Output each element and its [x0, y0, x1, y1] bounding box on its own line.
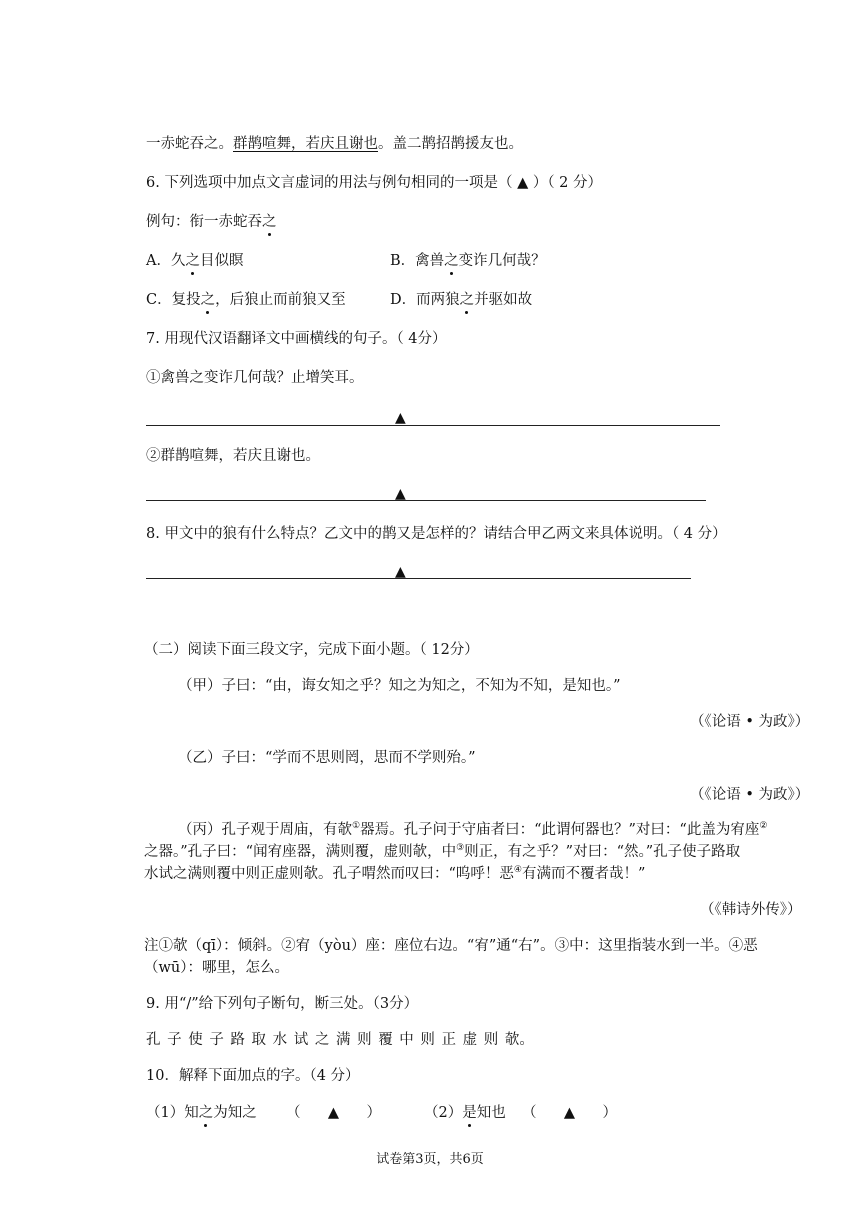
option-label: C．复投 — [146, 292, 201, 308]
paren: ） — [366, 1105, 381, 1121]
question-9-sentence: 孔 子 使 子 路 取 水 试 之 满 则 覆 中 则 正 虚 则 欹。 — [146, 1032, 534, 1048]
page-footer: 试卷第3页，共6页 — [376, 1152, 484, 1167]
footnote-mark: ② — [759, 821, 768, 832]
option-label: D．而两狼 — [390, 292, 460, 308]
item-text: 为知之 — [213, 1105, 257, 1121]
dotted-char: 之 — [444, 253, 459, 269]
dotted-char: 之 — [459, 292, 475, 308]
item-label: （1）知 — [146, 1105, 199, 1121]
footnote-mark: ④ — [513, 865, 522, 876]
answer-line[interactable] — [146, 425, 720, 426]
question-9: 9. 用“/”给下列句子断句，断三处。（3分） — [146, 996, 419, 1012]
option-text: 目似瞑 — [199, 253, 244, 269]
answer-blank-2[interactable] — [522, 1103, 617, 1123]
source-citation: （《论语 • 为政》） — [690, 714, 810, 730]
option-b — [390, 251, 546, 271]
section-2-heading: （二）阅读下面三段文字，完成下面小题。（ 12分） — [144, 642, 479, 658]
passage-text: 水试之满则覆中则正虚则欹。孔子喟然而叹曰：“呜呼！恶 — [144, 866, 514, 882]
passage-jia: （甲）子曰：“由，诲女知之乎？知之为知之，不知为不知，是知也。” — [178, 678, 621, 694]
answer-triangle: ▲ — [395, 410, 406, 426]
underlined-sentence: 群鹊喧舞，若庆且谢也 — [233, 136, 378, 152]
answer-line[interactable] — [146, 578, 691, 579]
passage-text: 一赤蛇吞之。 — [146, 136, 233, 152]
answer-triangle: ▲ — [563, 1105, 576, 1121]
paren: （ — [286, 1105, 301, 1121]
passage-bing-line-2 — [144, 842, 740, 862]
passage-text: 。盖二鹊招鹊援友也。 — [378, 136, 523, 152]
option-d — [390, 290, 532, 310]
passage-end-line — [146, 134, 523, 154]
dotted-char: 之 — [198, 1105, 214, 1121]
passage-bing-line-3 — [144, 864, 645, 884]
passage-text: 有满而不覆者哉！” — [522, 866, 646, 882]
option-label: B．禽兽 — [390, 253, 445, 269]
option-text: ，后狼止而前狼又至 — [215, 292, 346, 308]
question-7-item-2: ②群鹊喧舞，若庆且谢也。 — [146, 448, 320, 464]
answer-line[interactable] — [146, 500, 706, 501]
annotation-line-2: （wū）：哪里，怎么。 — [144, 960, 289, 976]
question-10: 10．解释下面加点的字。（4 分） — [146, 1068, 360, 1084]
passage-text: 之器。”孔子曰：“闻宥座器，满则覆，虚则欹，中 — [144, 844, 457, 860]
dotted-char: 之 — [262, 214, 277, 230]
source-citation: （《论语 • 为政》） — [690, 787, 810, 803]
option-label: A．久 — [146, 253, 186, 269]
dotted-char: 是 — [462, 1105, 477, 1121]
question-6 — [146, 173, 602, 193]
question-7-item-1: ①禽兽之变诈几何哉？止增笑耳。 — [146, 370, 364, 386]
source-citation: （《韩诗外传》） — [700, 902, 802, 918]
passage-text: 则正，有之乎？”对曰：“然。”孔子使子路取 — [464, 844, 741, 860]
answer-triangle: ▲ — [395, 486, 406, 502]
answer-triangle: ▲ — [395, 564, 406, 580]
option-text: 并驱如故 — [474, 292, 533, 308]
answer-triangle: ▲ — [517, 175, 529, 191]
footnote-mark: ③ — [456, 843, 465, 854]
question-10-item-2 — [424, 1103, 506, 1123]
question-score: ）（ 2 分） — [528, 175, 603, 191]
option-text: 变诈几何哉？ — [458, 253, 546, 269]
question-7: 7. 用现代汉语翻译文中画横线的句子。（ 4分） — [146, 331, 447, 347]
question-10-item-1 — [146, 1103, 257, 1123]
answer-blank-1[interactable] — [286, 1103, 381, 1123]
option-a — [146, 251, 243, 271]
example-sentence — [146, 212, 277, 232]
footnote-mark: ① — [352, 821, 361, 832]
paren: ） — [602, 1105, 617, 1121]
paren: （ — [522, 1105, 537, 1121]
question-8: 8. 甲文中的狼有什么特点？乙文中的鹊又是怎样的？请结合甲乙两文来具体说明。（ 4 分） — [146, 526, 727, 542]
question-text: 6. 下列选项中加点文言虚词的用法与例句相同的一项是（ — [146, 175, 518, 191]
item-label: （2） — [424, 1105, 463, 1121]
passage-text: 器焉。孔子问于守庙者曰：“此谓何器也？”对曰：“此盖为宥座 — [360, 822, 760, 838]
passage-yi: （乙）子曰：“学而不思则罔，思而不学则殆。” — [178, 750, 476, 766]
item-text: 知也 — [476, 1105, 506, 1121]
passage-bing-line-1 — [178, 820, 767, 840]
dotted-char: 之 — [200, 292, 216, 308]
answer-triangle: ▲ — [327, 1105, 340, 1121]
dotted-char: 之 — [185, 253, 200, 269]
example-text: 例句：衔一赤蛇吞 — [146, 214, 262, 230]
option-c — [146, 290, 346, 310]
passage-text: （丙）孔子观于周庙，有欹 — [178, 822, 352, 838]
annotation-line-1: 注①欹（qī）：倾斜。②宥（yòu）座：座位右边。“宥”通“右”。③中：这里指装水到一半。④恶 — [144, 938, 758, 954]
